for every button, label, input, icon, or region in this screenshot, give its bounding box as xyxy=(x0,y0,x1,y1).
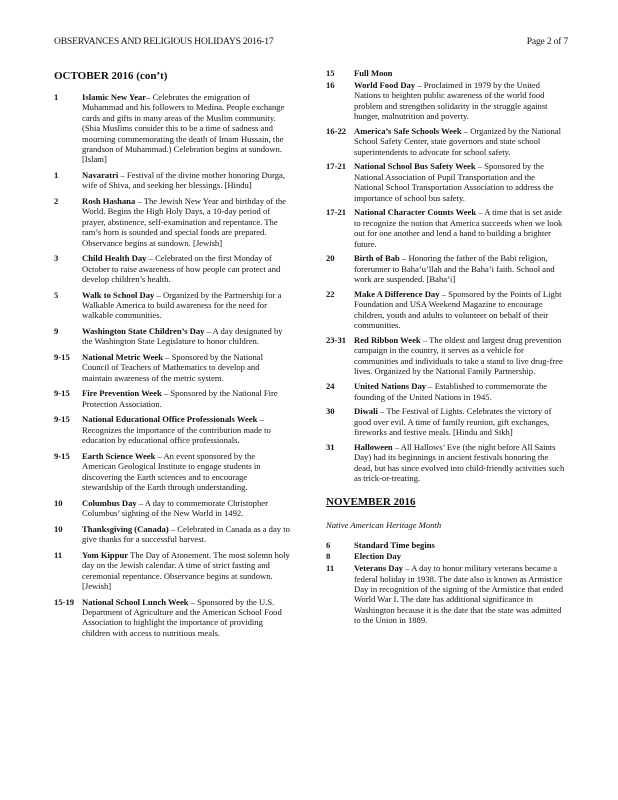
entry-description: – Established to commemorate the founding of the United Nations in 1945. xyxy=(354,381,548,402)
calendar-entry xyxy=(54,597,290,639)
entry-name: Earth Science Week xyxy=(82,450,156,461)
calendar-entry xyxy=(326,253,566,284)
entry-name: Full Moon xyxy=(354,68,393,78)
entry-date: 15-19 xyxy=(54,596,75,607)
entry-description: – Proclaimed in 1979 by the United Nations to heighten public awareness of the world food problem and strengthen solidarity in the struggle against hunger, malnutrition and poverty. xyxy=(354,79,548,122)
entry-description: – Celebrated in Canada as a day to give thanks for a successful harvest. xyxy=(82,523,290,545)
entry-date: 9-15 xyxy=(54,352,70,363)
entry-date: 17-21 xyxy=(326,207,347,218)
entry-name: National Metric Week xyxy=(82,352,163,363)
entry-date: 20 xyxy=(326,253,335,264)
page-number: Page 2 of 7 xyxy=(526,36,568,47)
entry-description: – Sponsored by the Points of Light Foundation and USA Weekend Magazine to encourage children, youth and adults to volunteer on behalf of their communities. xyxy=(354,289,562,331)
calendar-entry xyxy=(54,498,290,519)
entry-date: 9-15 xyxy=(54,414,70,425)
entry-description: – Celebrated on the first Monday of October to raise awareness of how people can protect and develop children’s health. xyxy=(82,253,281,285)
entry-description: – Organized by the National School Safety Center, state governors and state school superintendents to advocate for school safety. xyxy=(354,125,562,157)
entry-date: 17-21 xyxy=(326,161,347,172)
november-subtitle: Native American Heritage Month xyxy=(326,519,442,530)
entry-description: – The Jewish New Year and birthday of the World. Begins the High Holy Days, a 10-day period of prayer, abstinence, self-examination and repentance. The ram’s horn is sounded and special foods are prepared. Observance begins at sundown. [Jewish] xyxy=(82,196,286,248)
entry-name: Make A Difference Day xyxy=(354,289,440,300)
calendar-entry xyxy=(326,442,566,484)
entry-description: – An event sponsored by the American Geological Institute to engage students in discovering the Earth sciences and to encourage stewardship of the Earth through understanding. xyxy=(82,450,261,493)
entry-date: 11 xyxy=(326,563,335,574)
entry-date: 10 xyxy=(54,523,63,534)
entry-name: Columbus Day xyxy=(82,497,137,508)
entry-name: United Nations Day xyxy=(354,381,427,392)
calendar-entry xyxy=(54,414,290,445)
entry-date: 8 xyxy=(326,551,331,562)
entry-date: 5 xyxy=(54,289,59,300)
entry-date: 9 xyxy=(54,326,59,337)
entry-name: World Food Day xyxy=(354,79,416,90)
entry-name: National School Lunch Week xyxy=(82,596,189,607)
calendar-entry xyxy=(54,170,290,191)
entry-date: 10 xyxy=(54,497,63,508)
calendar-entry xyxy=(326,68,566,78)
entry-date: 16-22 xyxy=(326,125,347,136)
entry-description: – Festival of the divine mother honoring Durga, wife of Shiva, and seeking her blessings. [Hindu] xyxy=(82,170,285,191)
entry-date: 11 xyxy=(54,549,63,560)
entry-name: Navaratri xyxy=(82,170,119,181)
calendar-entry xyxy=(326,126,566,157)
october-entries-list xyxy=(54,92,290,638)
right-column xyxy=(326,68,566,630)
entry-name: America’s Safe Schools Week xyxy=(354,125,462,136)
entry-name: Fire Prevention Week xyxy=(82,388,162,399)
calendar-entry xyxy=(54,388,290,409)
calendar-entry xyxy=(326,381,566,402)
document-title: OBSERVANCES AND RELIGIOUS HOLIDAYS 2016-17 xyxy=(54,36,274,47)
entry-name: Child Health Day xyxy=(82,253,147,264)
entry-date: 9-15 xyxy=(54,388,70,399)
entry-date: 15 xyxy=(326,68,335,78)
entry-date: 23-31 xyxy=(326,335,347,346)
calendar-entry xyxy=(54,524,290,545)
calendar-entry xyxy=(326,540,566,550)
entry-description: – A day designated by the Washington State Legislature to honor children. xyxy=(82,326,283,347)
entry-name: Yom Kippur xyxy=(82,549,129,560)
entry-date: 22 xyxy=(326,289,335,300)
page-header xyxy=(54,36,568,50)
entry-date: 1 xyxy=(54,170,59,181)
calendar-entry xyxy=(54,451,290,493)
entry-name: Birth of Bab xyxy=(354,253,400,264)
entry-description: – Sponsored by the National Association of Pupil Transportation and the National School Transportation Association to address the importance of school bus safety. xyxy=(354,161,554,203)
entry-name: Election Day xyxy=(354,551,402,562)
calendar-entry xyxy=(54,352,290,383)
november-entries-list xyxy=(326,540,566,626)
entry-name: Veterans Day xyxy=(354,563,404,574)
entry-description: – Sponsored by the National Council of Teachers of Mathematics to develop and maintain awareness of the metric system. xyxy=(82,352,264,383)
entry-name: Walk to School Day xyxy=(82,289,155,300)
entry-description: – Organized by the Partnership for a Walkable America to build awareness for the need for walkable communities. xyxy=(82,289,282,321)
calendar-entry xyxy=(54,92,290,165)
entry-date: 16 xyxy=(326,79,335,90)
entry-date: 9-15 xyxy=(54,450,70,461)
calendar-entry xyxy=(326,406,566,437)
entry-date: 1 xyxy=(54,92,59,102)
entry-date: 6 xyxy=(326,539,331,550)
entry-name: National School Bus Safety Week xyxy=(354,161,476,172)
calendar-entry xyxy=(326,563,566,625)
entry-date: 3 xyxy=(54,253,59,264)
entry-name: Thanksgiving (Canada) xyxy=(82,523,169,534)
calendar-entry xyxy=(326,335,566,377)
entry-name: Red Ribbon Week xyxy=(354,335,421,346)
entry-description: The Day of Atonement. The most solemn holy day on the Jewish calendar. A time of strict fasting and ceremonial repentance. Observance begins at sundown. [Jewish] xyxy=(82,549,290,591)
entry-name: National Educational Office Professionals Week xyxy=(82,414,258,425)
calendar-entry xyxy=(54,196,290,248)
calendar-entry xyxy=(326,551,566,561)
entry-name: Rosh Hashana xyxy=(82,196,136,207)
entry-date: 30 xyxy=(326,406,335,417)
entry-name: Diwali xyxy=(354,406,378,417)
entry-date: 24 xyxy=(326,381,335,392)
entry-description: – Celebrates the emigration of Muhammad and his followers to Medina. People exchange cards and gifts in many areas of the Muslim community. (Shia Muslims consider this to be a time of sadness and mourning commemorating the death of Imam Hussain, the grandson of Muhammad.) Celebration begins at sundown. [Islam] xyxy=(82,92,285,165)
october-entries-continued-list xyxy=(326,68,566,484)
entry-description: – All Hallows’ Eve (the night before All Saints Day) had its beginnings in ancient festivals honoring the dead, but has since evolved into child-friendly activities such as trick-or-treating. xyxy=(354,441,565,484)
entry-name: National Character Counts Week xyxy=(354,207,477,218)
entry-description: – Sponsored by the U.S. Department of Agriculture and the American School Food Association to highlight the importance of providing children with access to nutritious meals. xyxy=(82,596,282,638)
entry-description: – Recognizes the importance of the contribution made to education by educational office professionals. xyxy=(82,414,271,446)
calendar-entry xyxy=(326,207,566,249)
section-heading-october: OCTOBER 2016 (con’t) xyxy=(54,70,168,82)
entry-name: Washington State Children’s Day xyxy=(82,326,205,337)
calendar-entry xyxy=(54,290,290,321)
entry-name: Standard Time begins xyxy=(354,539,435,550)
entry-description: – A time that is set aside to recognize the notion that America succeeds when we look out for one another and lend a hand to building a brighter future. xyxy=(354,207,563,249)
calendar-entry xyxy=(326,161,566,203)
entry-name: Halloween xyxy=(354,441,393,452)
entry-description: – Honoring the father of the Babi religion, forerunner to Baha’u’llah and the Baha’i faith. School and work are suspended. [Baha’i] xyxy=(354,253,555,285)
left-column xyxy=(54,70,290,643)
calendar-entry xyxy=(54,326,290,347)
entry-name: Islamic New Year xyxy=(82,92,147,102)
calendar-entry xyxy=(54,253,290,284)
entry-description: – A day to honor military veterans became a federal holiday in 1938. The date also is known as Armistice Day in recognition of the signing of the Armistice that ended World War I. The date has additional significance in Washington because it is the date that the state was admitted to the Union in 1889. xyxy=(354,563,564,626)
entry-description: – The oldest and largest drug prevention campaign in the country, it serves as a vehicle for communities and individuals to take a stand to live drug-free lives. Organized by the National Family Partnership. xyxy=(354,335,563,377)
entry-date: 2 xyxy=(54,196,59,207)
entry-date: 31 xyxy=(326,441,335,452)
section-heading-november: NOVEMBER 2016 xyxy=(326,495,416,508)
entry-description: – A day to commemorate Christopher Columbus’ sighting of the New World in 1492. xyxy=(82,497,268,519)
calendar-entry xyxy=(326,80,566,122)
entry-description: – Sponsored by the National Fire Protection Association. xyxy=(82,388,278,409)
entry-description: – The Festival of Lights. Celebrates the victory of good over evil. A time of family reunion, gift exchanges, fireworks and festive meals. [Hindu and Sikh] xyxy=(354,406,552,438)
calendar-entry xyxy=(54,550,290,592)
calendar-entry xyxy=(326,289,566,331)
